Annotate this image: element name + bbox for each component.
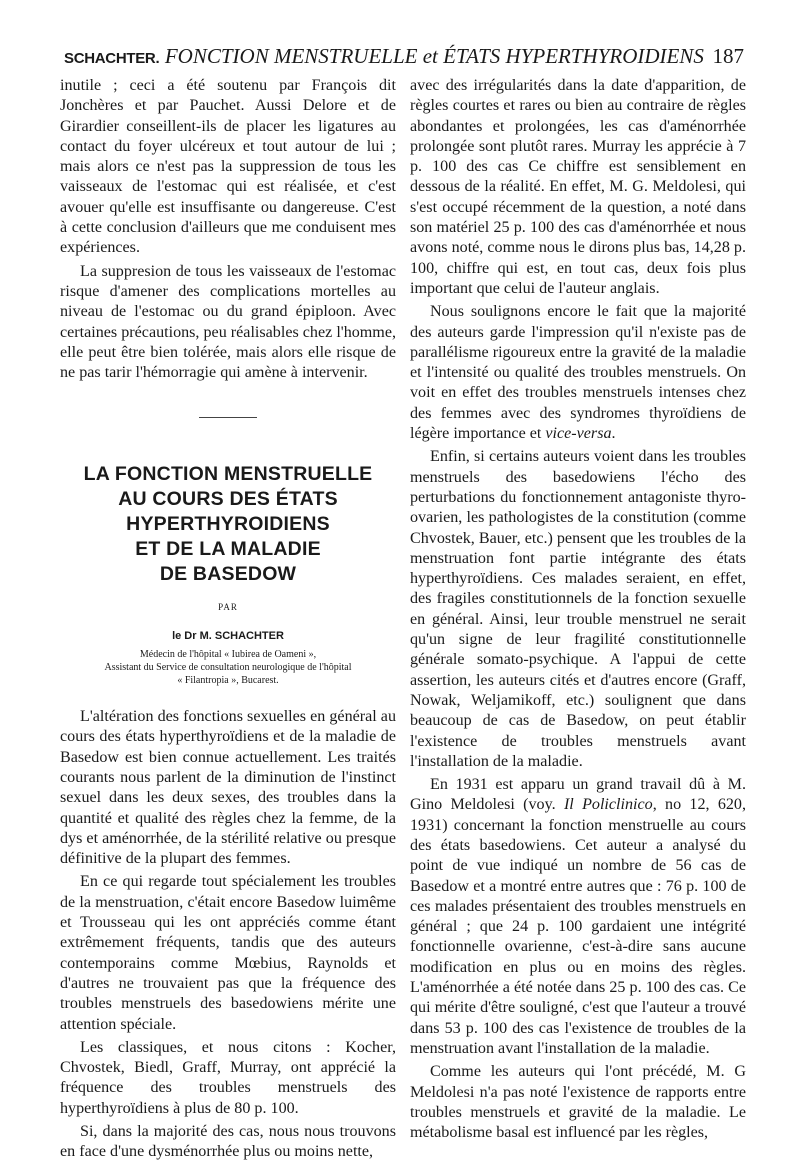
affiliation-line: Assistant du Service de consultation neurologique de l'hôpital [104,662,352,674]
continuation-paragraph: La suppresion de tous les vaisseaux de l'estomac risque d'amener des complications mortelles au niveau de l'estomac ou du grand épiploon. Avec certaines précautions, peu réalisables chez l'homme, elle peut être bien tolérée, mais alors elle risque de ne pas tarir l'hémorragie qui amène à intervenir. [60,262,396,382]
article-title-line: ET DE LA MALADIE [135,538,321,561]
text-run: , no 12, 620, 1931) concernant la fonction menstruelle au cours des états basedowiens. Cet auteur a analysé du point de vue indiqué un nombre de 56 cas de Basedow et a montré entre autres que : 76 p. 100 de ces malades présentaient des troubles menstruels en général ; que 24 p. 100 gardaient une intégrité fonctionnelle ovarienne, c'est-à-dire sans aucune modification en plus ou en moins des règles. L'aménorrhée a été notée dans 25 p. 100 des cas. Ce qui mérite d'être souligné, c'est que l'auteur a trouvé dans 53 p. 100 des cas l'existence de troubles de la menstruation avant l'installation de la maladie. [410,796,747,1057]
article-title-line: DE BASEDOW [159,563,297,586]
header-title: FONCTION MENSTRUELLE et ÉTATS HYPERTHYROIDIENS [164,44,704,68]
italic-term: vice-versa [545,425,612,443]
body-paragraph: L'altération des fonctions sexuelles en général au cours des états hyperthyroïdiens et de la maladie de Basedow est bien connue actuellement. Les traités courants nous parlent de la diminution de l'instinct sexuel dans les deux sexes, des troubles dans la quantité et qualité des règles chez la femme, de la dys et aménorrhée, de la stérilité relative ou presque définitive de la plupart des femmes. [60,708,396,868]
author-affiliation [60,648,396,687]
body-paragraph: Si, dans la majorité des cas, nous nous trouvons en face d'une dysménorrhée plus ou moins nette, [60,1122,396,1161]
body-paragraph: En ce qui regarde tout spécialement les troubles de la menstruation, c'était encore Basedow luimême et Trousseau qui les ont appréciés comme étant extrêmement fréquents, tandis que des auteurs contemporains comme Mœbius, Raynolds et d'autres ne trouvaient pas que la fréquence des troubles menstruels des basedowiens mérite une attention spéciale. [60,873,396,1033]
par-label: PAR [218,602,238,613]
journal-title: Il Policlinico [563,796,653,814]
body-paragraph: Les classiques, et nous citons : Kocher, Chvostek, Biedl, Graff, Murray, ont apprécié la fréquence des troubles menstruels des hyperthyroïdiens à plus de 80 p. 100. [60,1038,396,1117]
author-byline: le Dr M. SCHACHTER [172,629,284,642]
text-run: . [611,425,616,443]
running-header [64,40,744,72]
left-column [60,76,396,1163]
continuation-paragraph: inutile ; ceci a été soutenu par François dit Jonchères et par Pauchet. Aussi Delore et de Girardier conseillent-ils de placer les ligatures au contact du foyer ulcéreux et tout autour de lui ; mais alors ce n'est pas la suppression de tous les vaisseaux de l'estomac qui est réalisée, et c'est avouer qu'elle est insuffisante ou dangereuse. C'est à cette conclusion d'ailleurs que me conduisent mes expériences. [60,77,396,257]
header-author: SCHACHTER. [64,50,160,67]
article-title-line: HYPERTHYROIDIENS [126,513,330,536]
article-title-line: LA FONCTION MENSTRUELLE [83,463,373,486]
text-run: Nous soulignons encore le fait que la majorité des auteurs garde l'impression qu'il n'existe pas de parallélisme rigoureux entre la gravité de la maladie et l'intensité ou qualité des troubles menstruels. On voit en effet des troubles menstruels intenses chez des femmes avec des syndromes thyroïdiens de légère importance et [410,303,746,443]
right-column [410,76,746,1143]
body-paragraph: Enfin, si certains auteurs voient dans les troubles menstruels des basedowiens l'écho des perturbations du fonctionnement antagoniste thyro-ovarien, les pathologistes de la constitution (comme Chvostek, Bauer, etc.) pensent que les troubles de la menstruation font partie intégrante des états hyperthyroïdiens. Ces malades seraient, en effet, des fragiles constitutionnels de la fonction sexuelle en général. Ainsi, leur trouble menstruel ne serait qu'un signe de leur fragilité constitutionnelle générale somato-psychique. A l'appui de cette assertion, les auteurs cités et d'autres encore (Graff, Nowak, Weljamikoff, etc.) soulignent que dans beaucoup de cas de Basedow, on peut établir l'existence de troubles menstruels avant l'installation de la maladie. [410,448,746,770]
section-divider [199,417,257,418]
article-title-line: AU COURS DES ÉTATS [118,488,338,511]
body-paragraph: Comme les auteurs qui l'ont précédé, M. G Meldolesi n'a pas noté l'existence de rapports entre troubles menstruels et gravité de la maladie. Le métabolisme basal est influencé par les règles, [410,1063,746,1142]
affiliation-line: Médecin de l'hôpital « Iubirea de Oameni », [139,649,317,661]
body-paragraph: avec des irrégularités dans la date d'apparition, de règles courtes et rares ou bien au contraire de règles abondantes et prolongées, les cas d'aménorrhée prolongée sont plutôt rares. Murray les apprécie à 7 p. 100 des cas Ce chiffre est sensiblement en dessous de la réalité. En effet, M. G. Meldolesi, qui s'est occupé récemment de la question, a noté dans son matériel 25 p. 100 des cas d'aménorrhée et nous avons noté, comme nous le dirons plus bas, 14,28 p. 100, chiffre qui est, en tout cas, deux fois plus important que celui de l'auteur anglais. [410,77,746,297]
article-title [60,462,396,587]
affiliation-line: « Filantropia », Bucarest. [177,675,279,687]
text-run: En 1931 est apparu un grand travail dû à M. Gino Meldolesi (voy. [410,776,746,814]
page-number: 187 [712,44,744,68]
body-paragraph [410,775,746,1059]
article-body [60,707,396,1163]
body-paragraph [410,302,746,444]
